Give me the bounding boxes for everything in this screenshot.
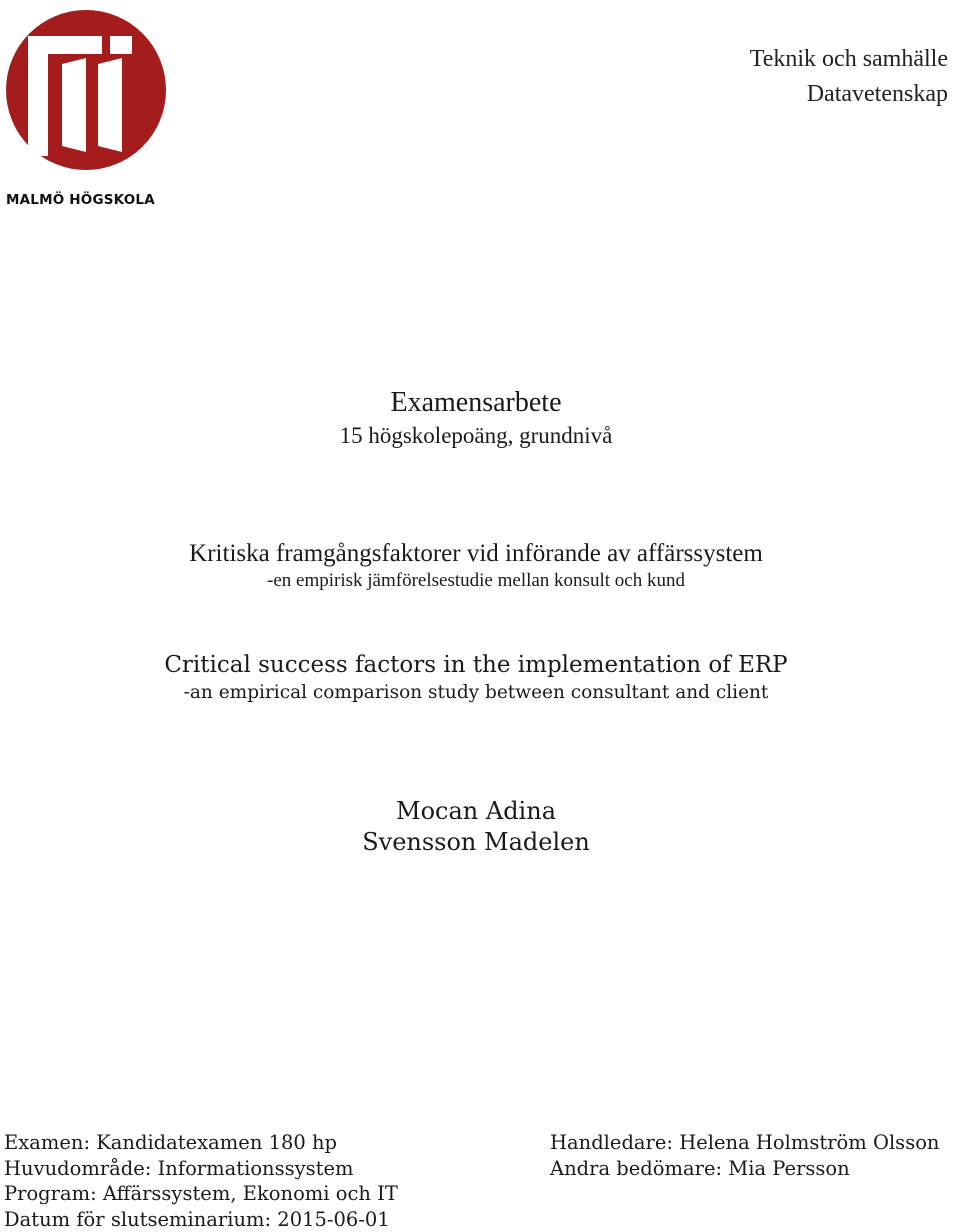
faculty-name: Teknik och samhälle (750, 42, 948, 77)
faculty-block (750, 42, 948, 112)
exam-credits: 15 högskolepoäng, grundnivå (0, 421, 952, 451)
exam-degree: Examen: Kandidatexamen 180 hp (4, 1130, 398, 1156)
english-subtitle: -an empirical comparison study between consultant and client (0, 680, 952, 706)
exam-info-block (4, 1130, 398, 1232)
department-name: Datavetenskap (750, 77, 948, 112)
exam-title: Examensarbete (0, 386, 952, 420)
program: Program: Affärssystem, Ekonomi och IT (4, 1181, 398, 1207)
second-examiner: Andra bedömare: Mia Persson (550, 1156, 940, 1182)
author-name: Svensson Madelen (0, 826, 952, 858)
supervisor-block (550, 1130, 940, 1181)
supervisor: Handledare: Helena Holmström Olsson (550, 1130, 940, 1156)
swedish-subtitle: -en empirisk jämförelsestudie mellan konsult och kund (0, 568, 952, 594)
author-name: Mocan Adina (0, 795, 952, 827)
university-name: MALMÖ HÖGSKOLA (6, 192, 172, 208)
english-title: Critical success factors in the implementation of ERP (0, 650, 952, 680)
swedish-title: Kritiska framgångsfaktorer vid införande av affärssystem (0, 538, 952, 570)
seminar-date: Datum för slutseminarium: 2015-06-01 (4, 1207, 398, 1232)
university-seal-icon (4, 6, 168, 176)
main-field: Huvudområde: Informationssystem (4, 1156, 398, 1182)
university-logo (4, 6, 168, 206)
